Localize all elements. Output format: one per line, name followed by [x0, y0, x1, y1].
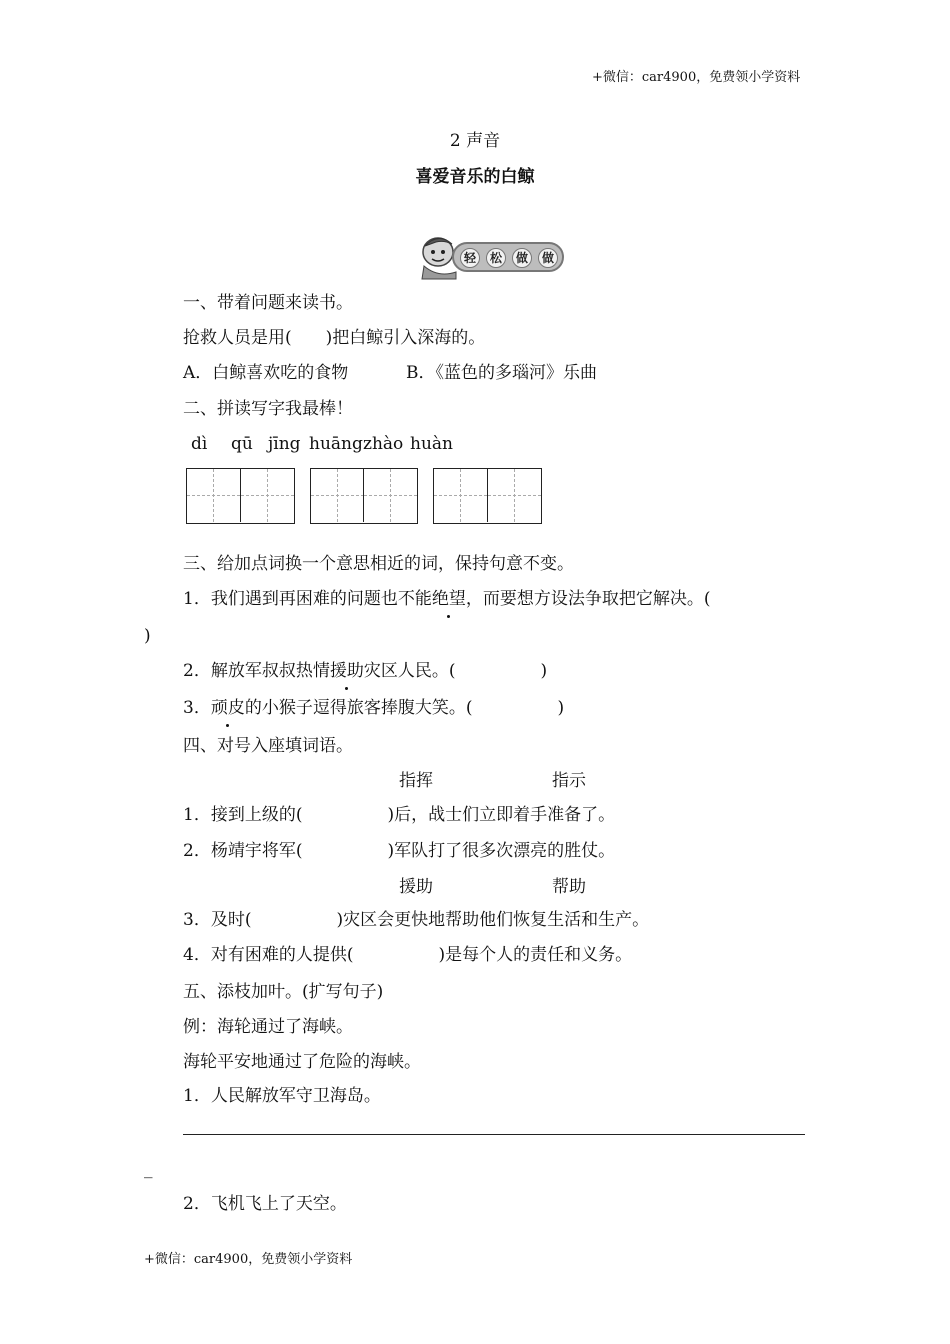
section4-question-4: 4．对有困难的人提供( )是每个人的责任和义务。: [183, 945, 633, 965]
badge-char: 做: [538, 248, 558, 268]
example-sentence: 例：海轮通过了海峡。: [183, 1017, 353, 1037]
example-answer: 海轮平安地通过了危险的海峡。: [183, 1052, 421, 1072]
badge-char: 松: [486, 248, 506, 268]
writing-grid[interactable]: [433, 468, 542, 524]
word-choice: 指示: [552, 771, 586, 791]
section3-heading: 三、给加点词换一个意思相近的词，保持句意不变。: [183, 554, 574, 574]
q3-pre: 3．: [183, 698, 211, 718]
section1-question: 抢救人员是用( )把白鲸引入深海的。: [183, 328, 486, 348]
option-a: A．白鲸喜欢吃的食物: [183, 363, 349, 383]
lesson-title: 喜爱音乐的白鲸: [415, 167, 535, 187]
badge-char: 轻: [460, 248, 480, 268]
unit-title: 2 声音: [449, 131, 501, 151]
pinyin: jīng: [268, 434, 301, 454]
q1-tail: ): [144, 626, 151, 646]
section1-heading: 一、带着问题来读书。: [183, 293, 353, 313]
badge-banner: [452, 242, 564, 272]
answer-line[interactable]: [183, 1134, 805, 1135]
word-choice: 援助: [399, 877, 433, 897]
q1-pre: 1．我们遇到再困难的问题也不能: [183, 589, 432, 609]
section5-heading: 五、添枝加叶。(扩写句子): [183, 982, 384, 1002]
header-note: +微信：car4900，免费领小学资料: [592, 70, 801, 85]
word-choice: 帮助: [552, 877, 586, 897]
section4-question-1: 1．接到上级的( )后，战士们立即着手准备了。: [183, 805, 616, 825]
dotted-word: 顽皮: [210, 698, 245, 718]
badge-char: 做: [512, 248, 532, 268]
q2-pre: 2．解放军叔叔热情: [183, 661, 330, 681]
option-b: B．《蓝色的多瑙河》乐曲: [406, 363, 597, 383]
section4-question-3: 3．及时( )灾区会更快地帮助他们恢复生活和生产。: [183, 910, 650, 930]
pinyin: huāng: [309, 434, 363, 454]
writing-grid[interactable]: [186, 468, 295, 524]
pinyin: qū: [231, 434, 253, 454]
word-choice: 指挥: [399, 771, 433, 791]
section2-heading: 二、拼读写字我最棒！: [183, 399, 353, 419]
section5-question-1: 1．人民解放军守卫海岛。: [183, 1086, 381, 1106]
q1-post: ，而要想方设法争取把它解决。(: [465, 589, 711, 609]
section4-heading: 四、对号入座填词语。: [183, 736, 353, 756]
pinyin: huàn: [410, 434, 453, 454]
q2-post: 灾区人民。( ): [363, 661, 548, 681]
q3-post: 的小猴子逗得旅客捧腹大笑。( ): [244, 698, 565, 718]
footer-note: +微信：car4900，免费领小学资料: [144, 1252, 353, 1267]
pinyin: zhào: [363, 434, 404, 454]
section3-question-1: [183, 588, 710, 610]
section3-question-3: [183, 697, 564, 719]
easy-practice-badge: [416, 232, 566, 280]
section4-question-2: 2．杨靖宇将军( )军队打了很多次漂亮的胜仗。: [183, 841, 616, 861]
section5-question-2: 2．飞机飞上了天空。: [183, 1194, 347, 1214]
pinyin: dì: [191, 434, 208, 454]
dotted-word: 援助: [329, 661, 364, 681]
answer-line-tail: _: [144, 1159, 153, 1179]
writing-grid[interactable]: [310, 468, 418, 524]
section3-question-2: [183, 660, 547, 682]
dotted-word: 绝望: [431, 589, 466, 609]
